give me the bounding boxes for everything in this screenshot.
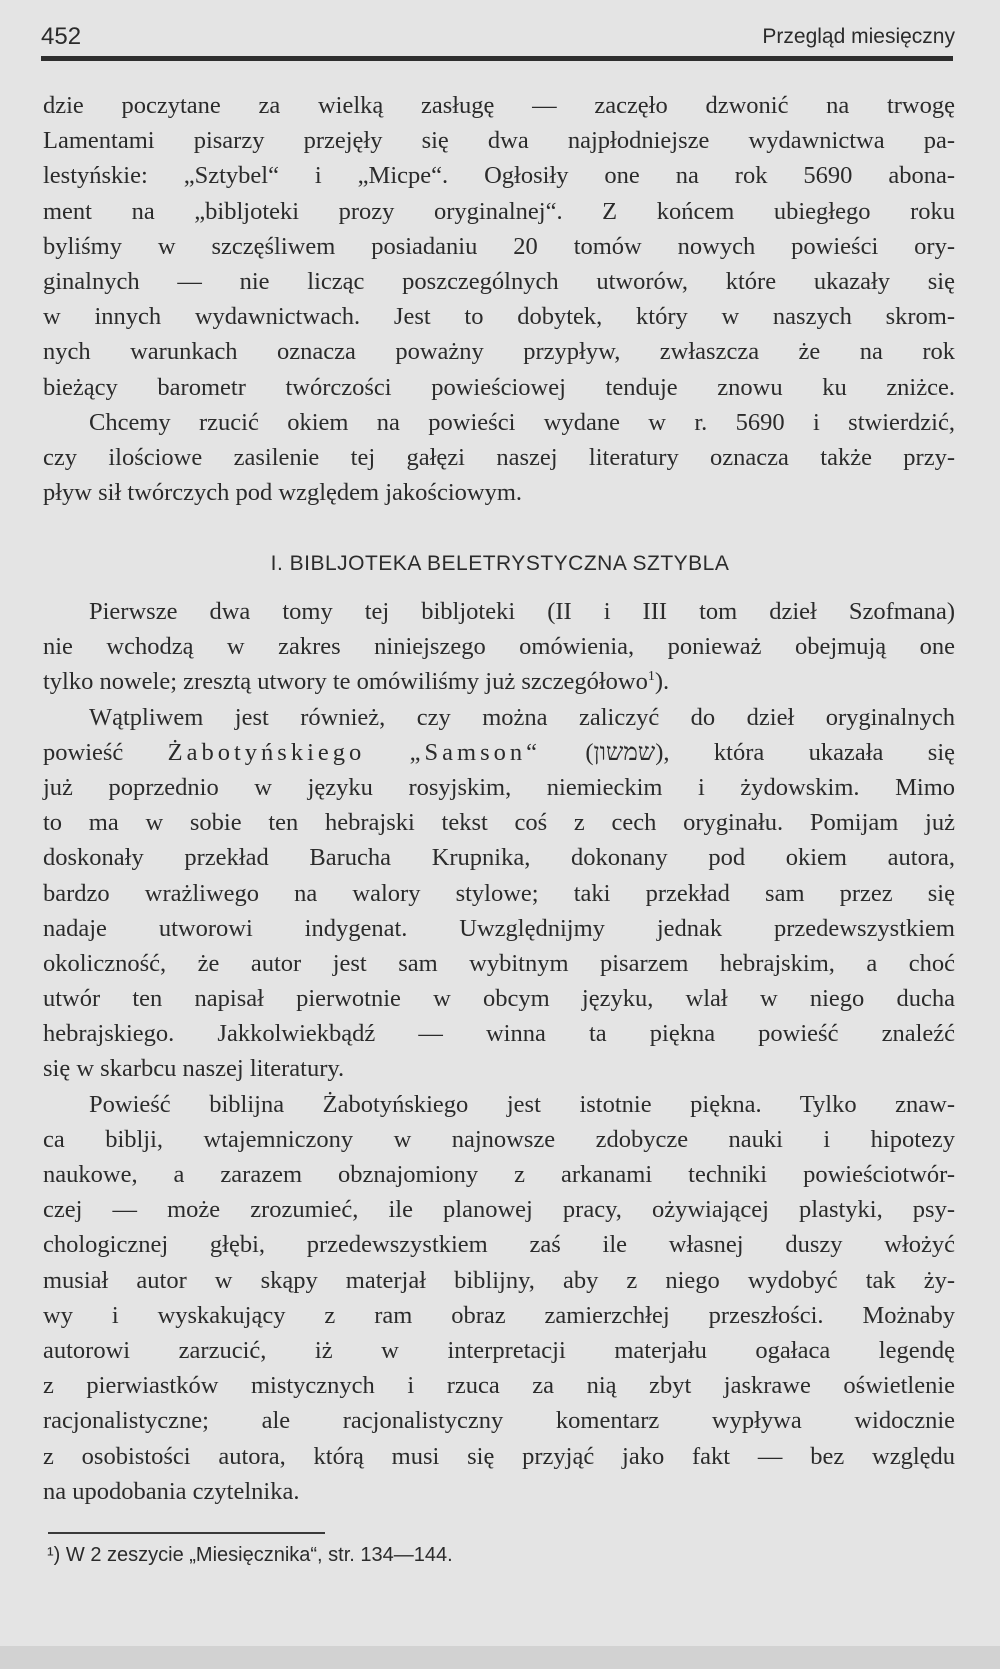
text-line: nie wchodzą w zakres niniejszego omówienia, ponieważ obejmują one	[43, 633, 955, 661]
text-segment: (שמשון), która ukazała się	[541, 738, 955, 766]
text-line: to ma w sobie ten hebrajski tekst coś z cech oryginału. Pomijam już	[43, 809, 955, 837]
text-line: już poprzednio w języku rosyjskim, niemieckim i żydowskim. Mimo	[43, 773, 955, 801]
page-edge-shadow	[0, 1646, 1000, 1669]
text-line: Powieść biblijna Żabotyńskiego jest istotnie piękna. Tylko znaw-	[89, 1090, 955, 1118]
text-line: z osobistości autora, którą musi się przyjąć jako fakt — bez względu	[43, 1442, 955, 1470]
text-line: ginalnych — nie licząc poszczególnych utworów, które ukazały się	[43, 267, 955, 295]
text-line	[43, 664, 955, 699]
book-title: „Samson“	[409, 738, 541, 766]
text-line: Lamentami pisarzy przejęły się dwa najpłodniejsze wydawnictwa pa-	[43, 127, 955, 155]
text-line	[43, 735, 955, 770]
text-line: racjonalistyczne; ale racjonalistyczny komentarz wypływa widocznie	[43, 1407, 955, 1435]
text-line: pływ sił twórczych pod względem jakościowym.	[43, 479, 523, 507]
opening-text	[43, 88, 955, 510]
text-line: doskonały przekład Barucha Krupnika, dokonany pod okiem autora,	[43, 844, 955, 872]
text-segment: ).	[654, 668, 670, 696]
paragraph	[43, 88, 955, 405]
paragraph	[43, 594, 955, 700]
text-line: naukowe, a zarazem obznajomiony z arkanami techniki powieściotwór-	[43, 1161, 955, 1188]
text-line: z pierwiastków mistycznych i rzuca za nią zbyt jaskrawe oświetlenie	[43, 1372, 955, 1400]
footnote-text: W 2 zeszycie „Miesięcznika“, str. 134—144.	[60, 1544, 453, 1566]
text-line: hebrajskiego. Jakkolwiekbądź — winna ta piękna powieść znaleźć	[43, 1020, 955, 1048]
paragraph	[43, 405, 955, 511]
text-line: Wątpliwem jest również, czy można zaliczyć do dzieł oryginalnych	[89, 703, 955, 731]
text-line: ment na „bibljoteki prozy oryginalnej“. Z końcem ubiegłego roku	[43, 197, 955, 225]
text-line: Pierwsze dwa tomy tej bibljoteki (II i III tom dzieł Szofmana)	[89, 598, 955, 625]
paragraph	[43, 1087, 955, 1509]
text-line: lestyńskie: „Sztybel“ i „Micpe“. Ogłosiły one na rok 5690 abona-	[43, 162, 955, 190]
footnote-reference: 1	[647, 669, 655, 685]
text-line: Chcemy rzucić okiem na powieści wydane w r. 5690 i stwierdzić,	[89, 408, 955, 436]
text-line: nych warunkach oznacza poważny przypływ, zwłaszcza że na rok	[43, 338, 955, 366]
text-line: okoliczność, że autor jest sam wybitnym pisarzem hebrajskim, a choć	[43, 949, 955, 977]
footnote-marker: ¹)	[47, 1544, 61, 1566]
text-line: dzie poczytane za wielką zasługę — zaczęło dzwonić na trwogę	[43, 92, 955, 119]
text-line: nadaje utworowi indygenat. Uwzględnijmy jednak przedewszystkiem	[43, 914, 955, 942]
text-line: w innych wydawnictwach. Jest to dobytek, który w naszych skrom-	[43, 303, 955, 331]
text-line: wy i wyskakujący z ram obraz zamierzchłej przeszłości. Możnaby	[43, 1301, 955, 1329]
text-line: bardzo wrażliwego na walory stylowe; taki przekład sam przez się	[43, 879, 955, 907]
text-line: ca biblji, wtajemniczony w najnowsze zdobycze nauki i hipotezy	[43, 1125, 955, 1153]
text-line: utwór ten napisał pierwotnie w obcym języku, wlał w niego ducha	[43, 985, 955, 1013]
text-line: na upodobania czytelnika.	[43, 1477, 300, 1505]
text-line: czej — może zrozumieć, ile planowej pracy, ożywiającej plastyki, psy-	[43, 1196, 955, 1224]
footnote	[47, 1542, 453, 1568]
header-rule	[41, 56, 953, 61]
text-line: chologicznej głębi, przedewszystkiem zaś ile własnej duszy włożyć	[43, 1231, 955, 1259]
text-segment: tylko nowele; zresztą utwory te omówiliśmy już szczegółowo	[43, 668, 648, 696]
author-name: Żabotyńskiego	[167, 738, 366, 766]
running-title: Przegląd miesięczny	[762, 25, 955, 48]
section-heading: I. BIBLJOTEKA BELETRYSTYCZNA SZTYBLA	[270, 552, 730, 575]
text-line: byliśmy w szczęśliwem posiadaniu 20 tomów nowych powieści ory-	[43, 232, 955, 260]
text-line: autorowi zarzucić, iż w interpretacji materjału ogałaca legendę	[43, 1336, 955, 1364]
text-segment: powieść	[43, 738, 168, 766]
section-text	[43, 594, 955, 1509]
footnote-rule	[48, 1532, 325, 1534]
text-line: czy ilościowe zasilenie tej gałęzi naszej literatury oznacza także przy-	[43, 443, 955, 471]
page-number: 452	[41, 23, 82, 50]
text-line: się w skarbcu naszej literatury.	[43, 1055, 345, 1083]
paragraph	[43, 700, 955, 1087]
text-line: musiał autor w skąpy materjał biblijny, aby z niego wydobyć tak ży-	[43, 1266, 955, 1294]
text-line: bieżący barometr twórczości powieściowej tenduje znowu ku zniżce.	[43, 373, 955, 401]
